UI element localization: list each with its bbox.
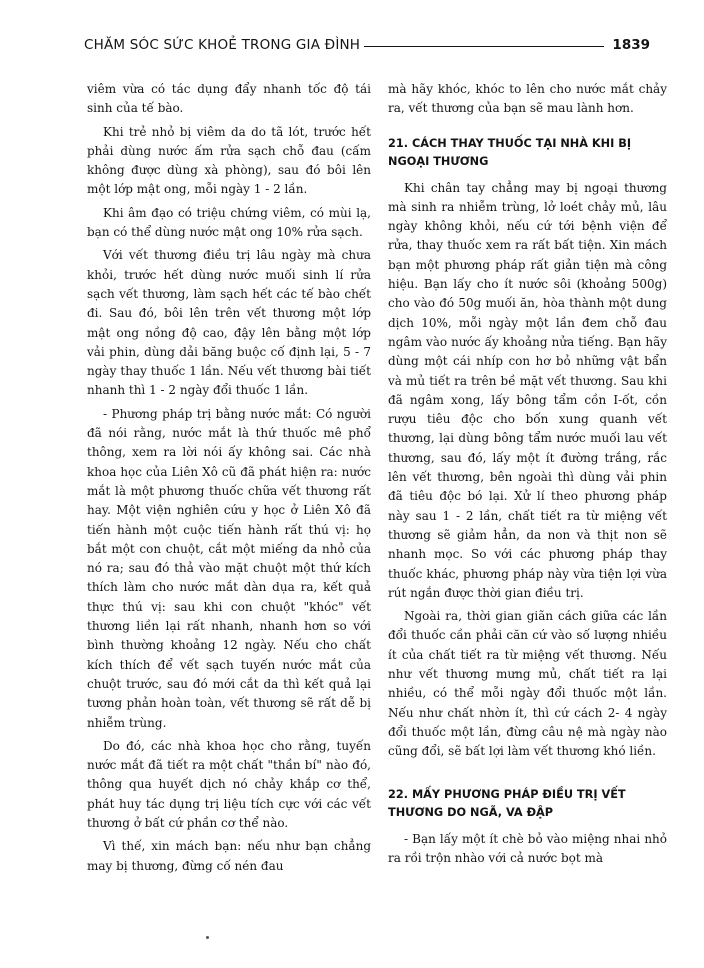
paragraph: Do đó, các nhà khoa học cho rằng, tuyến nước mắt đã tiết ra một chất "thần bí" nào đó, thông qua huyết dịch nó chảy khắp cơ thể, phát huy tác dụng trị liệu tích cực với các vết thương ở bất cứ phần cơ thể nào.: [87, 738, 371, 830]
paragraph: - Phương pháp trị bằng nước mắt: Có người đã nói rằng, nước mắt là thứ thuốc mê phổ thông, xem ra lời nói ấy không sai. Các nhà khoa học của Liên Xô cũ đã phát hiện ra: nước mắt là một phương thuốc chữa vết thương rất hay. Một viện nghiên cứu y học ở Liên Xô đã tiến hành một cuộc tiến hành rất thú vị: họ bắt một con chuột, cắt một miếng da nhỏ của nó ra; sau đó thả vào mặt chuột một thứ kích thích làm cho nước mắt dàn dụa ra, kết quả thực thú vị: sau khi con chuột "khóc" vết thương liền lại rất nhanh, nhanh hơn so với bình thường khoảng 12 ngày. Nếu cho chất kích thích để vết sạch tuyến nước mắt của chuột trước, sau đó mới cắt da thì kết quả lại tương phản hoàn toàn, vết thương sẽ rất dễ bị nhiễm trùng.: [87, 406, 371, 730]
right-column: [388, 80, 667, 868]
left-column: [87, 80, 371, 876]
paragraph: Khi âm đạo có triệu chứng viêm, có mùi lạ, bạn có thể dùng nước mật ong 10% rửa sạch.: [87, 205, 371, 240]
continuation-paragraph: mà hãy khóc, khóc to lên cho nước mắt chảy ra, vết thương của bạn sẽ mau lành hơn.: [388, 82, 667, 116]
page-number: 1839: [612, 37, 650, 53]
paragraph: Ngoài ra, thời gian giãn cách giữa các lần đổi thuốc cần phải căn cứ vào số lượng nhiều ít của chất tiết ra từ miệng vết thương. Nếu như vết thương mưng mủ, chất tiết ra lại nhiều, có thể mỗi ngày đổi thuốc một lần. Nếu như chất nhờn ít, thì cứ cách 2- 4 ngày đổi thuốc một lần, đừng câu nệ mà ngày nào cũng đổi, sẽ bất lợi làm vết thương khó liền.: [388, 609, 667, 759]
section-21-heading: 21. CÁCH THAY THUỐC TẠI NHÀ KHI BỊ NGOẠI THƯƠNG: [388, 136, 632, 168]
running-head-title: CHĂM SÓC SỨC KHOẺ TRONG GIA ĐÌNH: [84, 37, 361, 53]
paragraph: viêm vừa có tác dụng đẩy nhanh tốc độ tái sinh của tế bào.: [87, 82, 371, 116]
print-speck: [206, 936, 209, 939]
section-22-heading: 22. MẤY PHƯƠNG PHÁP ĐIỀU TRỊ VẾT THƯƠNG DO NGÃ, VA ĐẬP: [388, 787, 626, 819]
paragraph: Vì thế, xin mách bạn: nếu như bạn chẳng may bị thương, đừng cố nén đau: [87, 839, 371, 873]
paragraph: - Bạn lấy một ít chè bỏ vào miệng nhai nhỏ ra rồi trộn nhào với cả nước bọt mà: [388, 831, 667, 865]
paragraph: Khi trẻ nhỏ bị viêm da do tã lót, trước hết phải dùng nước ấm rửa sạch chỗ đau (cấm không được dùng xà phòng), sau đó bôi lên một lớp mật ong, mỗi ngày 1 - 2 lần.: [87, 124, 371, 197]
paragraph: Với vết thương điều trị lâu ngày mà chưa khỏi, trước hết dùng nước muối sinh lí rửa sạch vết thương, làm sạch hết các tế bào chết đi. Sau đó, bôi lên trên vết thương một lớp mật ong nồng độ cao, đậy lên bằng một lớp vải phin, dùng dải băng buộc cố định lại, 5 - 7 ngày thay thuốc 1 lần. Nếu vết thương bài tiết nhanh thì 1 - 2 ngày đổi thuốc 1 lần.: [87, 248, 371, 398]
running-head: [84, 34, 650, 56]
paragraph: Khi chân tay chẳng may bị ngoại thương mà sinh ra nhiễm trùng, lở loét chảy mủ, lâu ngày không khỏi, nếu cứ tới bệnh viện để rửa, thay thuốc xem ra rất bất tiện. Xin mách bạn một phương pháp rất giản tiện mà công hiệu. Bạn lấy cho ít nước sôi (khoảng 500g) cho vào đó 50g muối ăn, hòa thành một dung dịch 10%, mỗi ngày một lần đem chỗ đau ngâm vào nước ấy khoảng nửa tiếng. Bạn hãy dùng một cái nhíp con hơ bỏ những vật bẩn và mủ tiết ra trên bề mặt vết thương. Sau khi đã ngâm xong, lấy bông tẩm cồn I-ốt, cồn rượu tiêu độc cho bốn xung quanh vết thương, lại dùng bông tẩm nước muối lau vết thương, sau đó, lấy một ít đường trắng, rắc lên vết thương, bên ngoài thì dùng vải phin đã tiêu độc bó lại. Xử lí theo phương pháp này sau 1 - 2 lần, chất tiết ra từ miệng vết thương sẽ giảm hẳn, da non và thịt non sẽ nhanh mọc. So với các phương pháp thay thuốc khác, phương pháp này vừa tiện lợi vừa rút ngắn được thời gian điều trị.: [388, 180, 667, 600]
header-rule: [364, 46, 604, 47]
